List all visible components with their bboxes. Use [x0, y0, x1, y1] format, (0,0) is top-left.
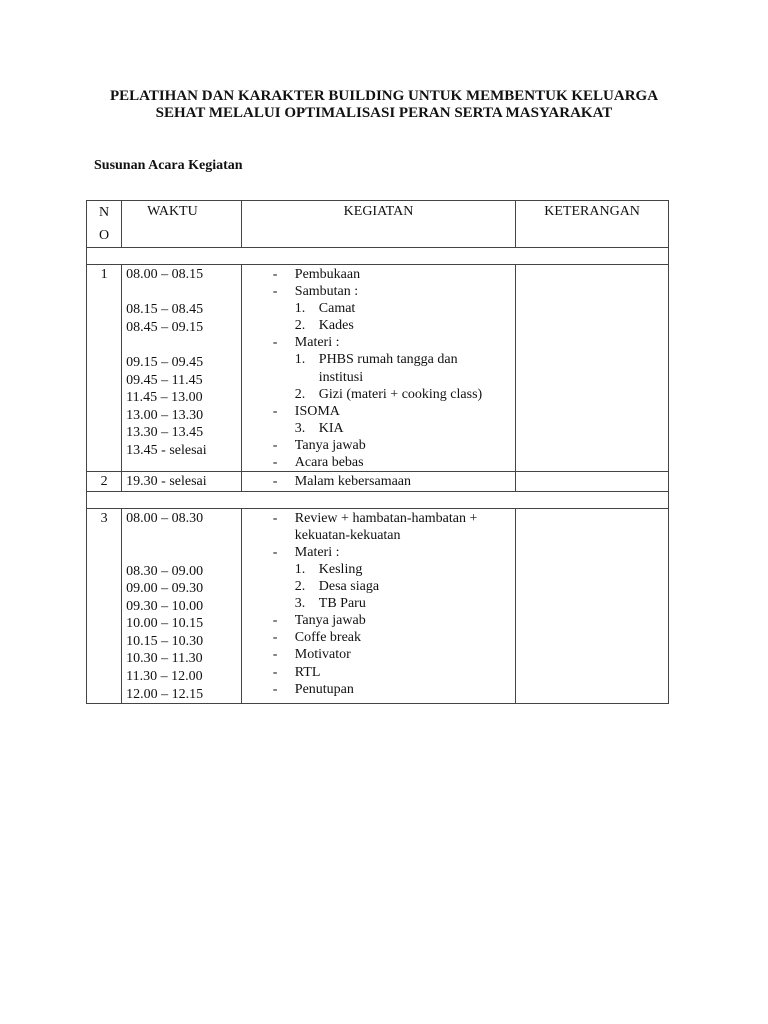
notes-cell — [516, 508, 669, 704]
schedule-table — [86, 200, 669, 704]
list-marker: - — [272, 647, 278, 663]
list-marker: - — [272, 544, 278, 560]
time-slot — [126, 336, 241, 354]
notes-cell — [516, 472, 669, 492]
time-list — [122, 472, 242, 492]
header-no — [87, 201, 122, 248]
activity-text: Materi : — [294, 335, 340, 351]
activity-text: kekuatan-kekuatan — [294, 527, 401, 543]
header-no-line-2: O — [99, 228, 110, 243]
table-row — [87, 508, 669, 704]
activity-text: Materi : — [294, 544, 340, 560]
list-marker: - — [272, 335, 278, 351]
activity-text: Malam kebersamaan — [294, 474, 412, 490]
header-notes: KETERANGAN — [516, 201, 669, 248]
document-title — [0, 88, 768, 122]
activity-item — [242, 664, 515, 681]
time-slot: 09.00 – 09.30 — [126, 581, 204, 597]
activity-item — [242, 317, 515, 334]
list-marker: - — [272, 437, 278, 453]
activity-item — [242, 473, 515, 490]
activity-item — [242, 595, 515, 612]
time-slot: 08.00 – 08.15 — [126, 267, 204, 282]
time-slot: 10.15 – 10.30 — [126, 633, 204, 649]
activity-item — [242, 266, 515, 283]
time-slot: 08.15 – 08.45 — [126, 302, 204, 318]
time-slot: 08.45 – 09.15 — [126, 319, 204, 335]
activity-text: TB Paru — [318, 596, 366, 612]
time-slot: 09.45 – 11.45 — [126, 372, 203, 388]
time-slot: 09.30 – 10.00 — [126, 598, 204, 614]
activity-item — [242, 510, 515, 527]
list-marker: - — [272, 630, 278, 646]
list-marker: 2. — [294, 318, 306, 334]
list-marker: 3. — [294, 420, 306, 436]
activity-text: PHBS rumah tangga dan — [318, 352, 458, 368]
activity-text: Review + hambatan-hambatan + — [294, 510, 478, 526]
activity-item — [242, 369, 515, 386]
activity-text: Penutupan — [294, 681, 354, 697]
time-slot: 13.45 - selesai — [126, 442, 207, 458]
activity-text: Kades — [318, 318, 354, 334]
activity-item — [242, 437, 515, 454]
activity-item — [242, 334, 515, 351]
time-list — [122, 265, 242, 472]
activity-item — [242, 646, 515, 663]
list-marker: - — [272, 510, 278, 526]
list-marker: 3. — [294, 596, 306, 612]
activity-text: institusi — [318, 369, 364, 385]
table-row — [87, 265, 669, 472]
activity-list — [241, 265, 515, 472]
time-slot: 11.30 – 12.00 — [126, 669, 203, 685]
activity-text: Desa siaga — [318, 579, 380, 595]
table-row — [87, 472, 669, 492]
activity-text: Coffe break — [294, 630, 361, 646]
row-number: 1 — [87, 265, 122, 472]
activity-item — [242, 629, 515, 646]
list-marker: - — [272, 455, 278, 471]
time-slot: 08.00 – 08.30 — [126, 510, 204, 526]
activity-text: Sambutan : — [294, 284, 359, 300]
header-time: WAKTU — [122, 201, 242, 248]
list-marker: - — [272, 664, 278, 680]
activity-text: Kesling — [318, 562, 363, 577]
activity-text: Tanya jawab — [294, 613, 366, 629]
activity-text: Gizi (materi + cooking class) — [318, 386, 483, 402]
time-slot: 13.00 – 13.30 — [126, 407, 204, 423]
list-marker: 1. — [294, 352, 306, 368]
title-line-2: SEHAT MELALUI OPTIMALISASI PERAN SERTA MASYARAKAT — [155, 105, 613, 121]
list-marker: - — [272, 403, 278, 419]
time-slot: 10.00 – 10.15 — [126, 616, 204, 632]
activity-item — [242, 386, 515, 403]
spacer-row — [87, 491, 669, 508]
time-slot — [126, 284, 241, 302]
time-slot: 12.00 – 12.15 — [126, 686, 204, 702]
activity-text: Pembukaan — [294, 267, 361, 282]
time-slot — [126, 545, 241, 563]
activity-list — [241, 472, 515, 492]
activity-text: RTL — [294, 664, 321, 680]
list-marker: - — [272, 613, 278, 629]
list-marker: 2. — [294, 386, 306, 402]
section-subtitle: Susunan Acara Kegiatan — [94, 158, 243, 173]
activity-text: Motivator — [294, 647, 351, 663]
activity-item — [242, 578, 515, 595]
time-slot: 10.30 – 11.30 — [126, 651, 203, 667]
activity-item — [242, 527, 515, 544]
time-slot: 19.30 - selesai — [126, 474, 207, 490]
activity-item — [242, 544, 515, 561]
time-slot: 08.30 – 09.00 — [126, 563, 204, 579]
activity-text: ISOMA — [294, 403, 340, 419]
activity-item — [242, 561, 515, 578]
activity-item — [242, 612, 515, 629]
title-line-1: PELATIHAN DAN KARAKTER BUILDING UNTUK MEMBENTUK KELUARGA — [109, 88, 659, 104]
row-number: 3 — [87, 508, 122, 704]
table-header-row — [87, 201, 669, 248]
spacer-row — [87, 248, 669, 265]
header-activity: KEGIATAN — [241, 201, 515, 248]
activity-item — [242, 300, 515, 317]
activity-item — [242, 681, 515, 698]
list-marker: - — [272, 284, 278, 300]
notes-cell — [516, 265, 669, 472]
list-marker: - — [272, 681, 278, 697]
time-list — [122, 508, 242, 704]
activity-item — [242, 283, 515, 300]
list-marker: - — [272, 267, 278, 282]
activity-item — [242, 403, 515, 420]
activity-item — [242, 420, 515, 437]
activity-item — [242, 454, 515, 471]
activity-text: Camat — [318, 301, 356, 317]
activity-text: Tanya jawab — [294, 437, 366, 453]
list-marker: 1. — [294, 301, 306, 317]
time-slot: 11.45 – 13.00 — [126, 390, 203, 406]
header-no-line-1: N — [99, 205, 110, 220]
activity-text: KIA — [318, 420, 344, 436]
time-slot: 09.15 – 09.45 — [126, 354, 204, 370]
list-marker: 1. — [294, 562, 306, 577]
activity-item — [242, 351, 515, 368]
list-marker: 2. — [294, 579, 306, 595]
row-number: 2 — [87, 472, 122, 492]
time-slot: 13.30 – 13.45 — [126, 425, 204, 441]
time-slot — [126, 527, 241, 545]
activity-text: Acara bebas — [294, 455, 364, 471]
list-marker: - — [272, 474, 278, 490]
activity-list — [241, 508, 515, 704]
